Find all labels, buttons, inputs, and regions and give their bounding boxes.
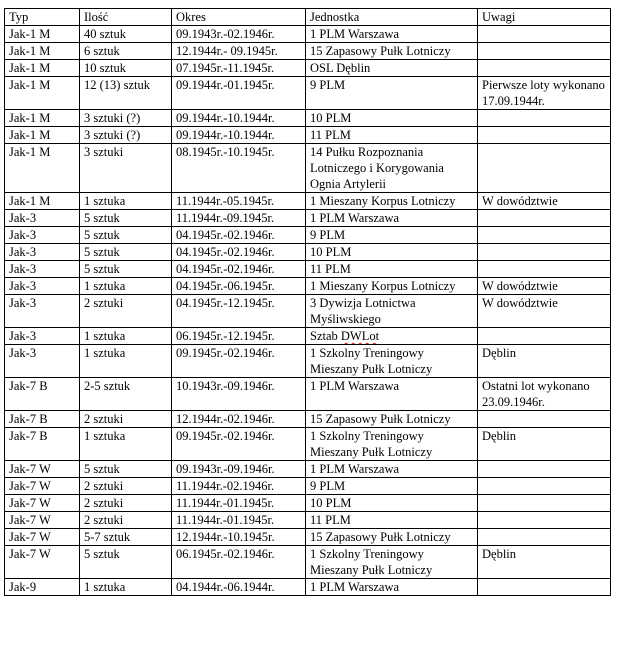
table-row <box>5 579 611 596</box>
cell-okres: 04.1945r.-12.1945r. <box>172 295 306 328</box>
cell-typ: Jak-3 <box>5 295 80 328</box>
cell-uwagi: W dowództwie <box>478 278 611 295</box>
cell-typ: Jak-3 <box>5 328 80 345</box>
cell-uwagi <box>478 210 611 227</box>
table-header-row <box>5 9 611 26</box>
cell-typ: Jak-7 W <box>5 495 80 512</box>
cell-ilosc: 5 sztuk <box>80 261 172 278</box>
table-row <box>5 60 611 77</box>
cell-okres: 04.1945r.-02.1946r. <box>172 227 306 244</box>
cell-okres: 04.1945r.-02.1946r. <box>172 244 306 261</box>
table-row <box>5 378 611 411</box>
cell-ilosc: 1 sztuka <box>80 193 172 210</box>
cell-jednostka: 10 PLM <box>306 244 478 261</box>
cell-jednostka: 11 PLM <box>306 512 478 529</box>
cell-uwagi <box>478 227 611 244</box>
cell-typ: Jak-1 M <box>5 144 80 193</box>
cell-uwagi: Ostatni lot wykonano 23.09.1946r. <box>478 378 611 411</box>
table-row <box>5 295 611 328</box>
table-row <box>5 495 611 512</box>
cell-typ: Jak-7 W <box>5 546 80 579</box>
table-row <box>5 110 611 127</box>
table-row <box>5 144 611 193</box>
cell-ilosc: 1 sztuka <box>80 428 172 461</box>
cell-jednostka: 1 Szkolny Treningowy Mieszany Pułk Lotniczy <box>306 546 478 579</box>
table-row <box>5 26 611 43</box>
cell-ilosc: 40 sztuk <box>80 26 172 43</box>
cell-typ: Jak-7 B <box>5 378 80 411</box>
cell-ilosc: 3 sztuki <box>80 144 172 193</box>
cell-uwagi: Dęblin <box>478 546 611 579</box>
cell-ilosc: 3 sztuki (?) <box>80 127 172 144</box>
cell-uwagi <box>478 110 611 127</box>
cell-jednostka: 9 PLM <box>306 227 478 244</box>
cell-jednostka: OSL Dęblin <box>306 60 478 77</box>
cell-jednostka: 1 PLM Warszawa <box>306 210 478 227</box>
table-row <box>5 77 611 110</box>
cell-typ: Jak-3 <box>5 261 80 278</box>
cell-jednostka: 1 PLM Warszawa <box>306 579 478 596</box>
header-uwagi: Uwagi <box>478 9 611 26</box>
table-row <box>5 278 611 295</box>
cell-ilosc: 5 sztuk <box>80 227 172 244</box>
table-body <box>5 26 611 596</box>
header-typ: Typ <box>5 9 80 26</box>
cell-typ: Jak-1 M <box>5 127 80 144</box>
cell-okres: 11.1944r.-09.1945r. <box>172 210 306 227</box>
cell-uwagi: W dowództwie <box>478 295 611 328</box>
cell-typ: Jak-1 M <box>5 193 80 210</box>
cell-ilosc: 6 sztuk <box>80 43 172 60</box>
header-okres: Okres <box>172 9 306 26</box>
cell-okres: 09.1944r.-01.1945r. <box>172 77 306 110</box>
cell-typ: Jak-7 B <box>5 428 80 461</box>
table-row <box>5 428 611 461</box>
cell-okres: 06.1945r.-02.1946r. <box>172 546 306 579</box>
cell-uwagi: Dęblin <box>478 345 611 378</box>
cell-uwagi <box>478 411 611 428</box>
cell-okres: 11.1944r.-01.1945r. <box>172 495 306 512</box>
cell-uwagi: Dęblin <box>478 428 611 461</box>
cell-ilosc: 2 sztuki <box>80 495 172 512</box>
cell-typ: Jak-7 W <box>5 512 80 529</box>
header-ilosc: Ilość <box>80 9 172 26</box>
cell-okres: 09.1943r.-02.1946r. <box>172 26 306 43</box>
cell-typ: Jak-7 W <box>5 478 80 495</box>
cell-jednostka: 15 Zapasowy Pułk Lotniczy <box>306 43 478 60</box>
cell-jednostka: 1 Mieszany Korpus Lotniczy <box>306 193 478 210</box>
cell-ilosc: 5 sztuk <box>80 546 172 579</box>
cell-okres: 04.1945r.-06.1945r. <box>172 278 306 295</box>
cell-typ: Jak-7 W <box>5 529 80 546</box>
table-row <box>5 193 611 210</box>
cell-ilosc: 5-7 sztuk <box>80 529 172 546</box>
cell-jednostka: 1 PLM Warszawa <box>306 378 478 411</box>
cell-okres: 09.1944r.-10.1944r. <box>172 127 306 144</box>
cell-okres: 07.1945r.-11.1945r. <box>172 60 306 77</box>
cell-typ: Jak-3 <box>5 345 80 378</box>
table-row <box>5 529 611 546</box>
cell-typ: Jak-7 W <box>5 461 80 478</box>
cell-jednostka: 15 Zapasowy Pułk Lotniczy <box>306 529 478 546</box>
table-row <box>5 244 611 261</box>
cell-ilosc: 5 sztuk <box>80 210 172 227</box>
cell-jednostka: 10 PLM <box>306 110 478 127</box>
cell-ilosc: 1 sztuka <box>80 579 172 596</box>
cell-jednostka: 3 Dywizja Lotnictwa Myśliwskiego <box>306 295 478 328</box>
cell-uwagi <box>478 495 611 512</box>
cell-typ: Jak-3 <box>5 210 80 227</box>
cell-typ: Jak-1 M <box>5 110 80 127</box>
cell-jednostka: 14 Pułku Rozpoznania Lotniczego i Korygowania Ognia Artylerii <box>306 144 478 193</box>
cell-ilosc: 2 sztuki <box>80 295 172 328</box>
cell-jednostka: 15 Zapasowy Pułk Lotniczy <box>306 411 478 428</box>
cell-typ: Jak-1 M <box>5 43 80 60</box>
cell-okres: 09.1943r.-09.1946r. <box>172 461 306 478</box>
cell-uwagi <box>478 261 611 278</box>
cell-ilosc: 1 sztuka <box>80 345 172 378</box>
table-row <box>5 345 611 378</box>
cell-typ: Jak-7 B <box>5 411 80 428</box>
cell-jednostka: Sztab DWLot <box>306 328 478 345</box>
cell-typ: Jak-1 M <box>5 60 80 77</box>
cell-jednostka: 11 PLM <box>306 261 478 278</box>
cell-jednostka: 11 PLM <box>306 127 478 144</box>
cell-ilosc: 2-5 sztuk <box>80 378 172 411</box>
cell-typ: Jak-3 <box>5 244 80 261</box>
cell-uwagi <box>478 127 611 144</box>
cell-ilosc: 10 sztuk <box>80 60 172 77</box>
cell-uwagi <box>478 60 611 77</box>
table-row <box>5 43 611 60</box>
cell-typ: Jak-3 <box>5 278 80 295</box>
cell-jednostka: 1 Szkolny Treningowy Mieszany Pułk Lotniczy <box>306 428 478 461</box>
cell-uwagi <box>478 512 611 529</box>
cell-jednostka: 9 PLM <box>306 77 478 110</box>
cell-ilosc: 1 sztuka <box>80 278 172 295</box>
table-row <box>5 546 611 579</box>
cell-uwagi <box>478 244 611 261</box>
header-jednostka: Jednostka <box>306 9 478 26</box>
cell-jednostka: 1 PLM Warszawa <box>306 461 478 478</box>
cell-typ: Jak-1 M <box>5 26 80 43</box>
cell-okres: 11.1944r.-01.1945r. <box>172 512 306 529</box>
cell-okres: 11.1944r.-02.1946r. <box>172 478 306 495</box>
cell-jednostka: 10 PLM <box>306 495 478 512</box>
cell-ilosc: 1 sztuka <box>80 328 172 345</box>
cell-jednostka: 9 PLM <box>306 478 478 495</box>
table-row <box>5 512 611 529</box>
cell-okres: 04.1945r.-02.1946r. <box>172 261 306 278</box>
cell-okres: 12.1944r.- 09.1945r. <box>172 43 306 60</box>
cell-ilosc: 2 sztuki <box>80 512 172 529</box>
cell-typ: Jak-3 <box>5 227 80 244</box>
cell-okres: 09.1945r.-02.1946r. <box>172 428 306 461</box>
cell-okres: 11.1944r.-05.1945r. <box>172 193 306 210</box>
cell-uwagi <box>478 144 611 193</box>
cell-jednostka: 1 PLM Warszawa <box>306 26 478 43</box>
cell-uwagi <box>478 478 611 495</box>
table-row <box>5 210 611 227</box>
table-row <box>5 478 611 495</box>
cell-okres: 12.1944r.-02.1946r. <box>172 411 306 428</box>
cell-uwagi: W dowództwie <box>478 193 611 210</box>
cell-uwagi <box>478 26 611 43</box>
cell-uwagi <box>478 43 611 60</box>
cell-okres: 08.1945r.-10.1945r. <box>172 144 306 193</box>
cell-uwagi <box>478 579 611 596</box>
cell-ilosc: 5 sztuk <box>80 461 172 478</box>
cell-uwagi: Pierwsze loty wykonano 17.09.1944r. <box>478 77 611 110</box>
cell-uwagi <box>478 461 611 478</box>
cell-uwagi <box>478 529 611 546</box>
cell-okres: 04.1944r.-06.1944r. <box>172 579 306 596</box>
cell-okres: 09.1945r.-02.1946r. <box>172 345 306 378</box>
cell-typ: Jak-1 M <box>5 77 80 110</box>
spellcheck-word: DWLot <box>340 329 380 343</box>
table-row <box>5 127 611 144</box>
table-row <box>5 461 611 478</box>
cell-okres: 09.1944r.-10.1944r. <box>172 110 306 127</box>
cell-jednostka: 1 Szkolny Treningowy Mieszany Pułk Lotniczy <box>306 345 478 378</box>
cell-okres: 12.1944r.-10.1945r. <box>172 529 306 546</box>
cell-typ: Jak-9 <box>5 579 80 596</box>
cell-okres: 10.1943r.-09.1946r. <box>172 378 306 411</box>
cell-uwagi <box>478 328 611 345</box>
cell-ilosc: 5 sztuk <box>80 244 172 261</box>
table-row <box>5 261 611 278</box>
table-row <box>5 411 611 428</box>
cell-ilosc: 12 (13) sztuk <box>80 77 172 110</box>
aircraft-table <box>4 8 611 596</box>
table-row <box>5 328 611 345</box>
table-row <box>5 227 611 244</box>
cell-ilosc: 2 sztuki <box>80 478 172 495</box>
cell-ilosc: 3 sztuki (?) <box>80 110 172 127</box>
cell-jednostka: 1 Mieszany Korpus Lotniczy <box>306 278 478 295</box>
cell-okres: 06.1945r.-12.1945r. <box>172 328 306 345</box>
cell-ilosc: 2 sztuki <box>80 411 172 428</box>
